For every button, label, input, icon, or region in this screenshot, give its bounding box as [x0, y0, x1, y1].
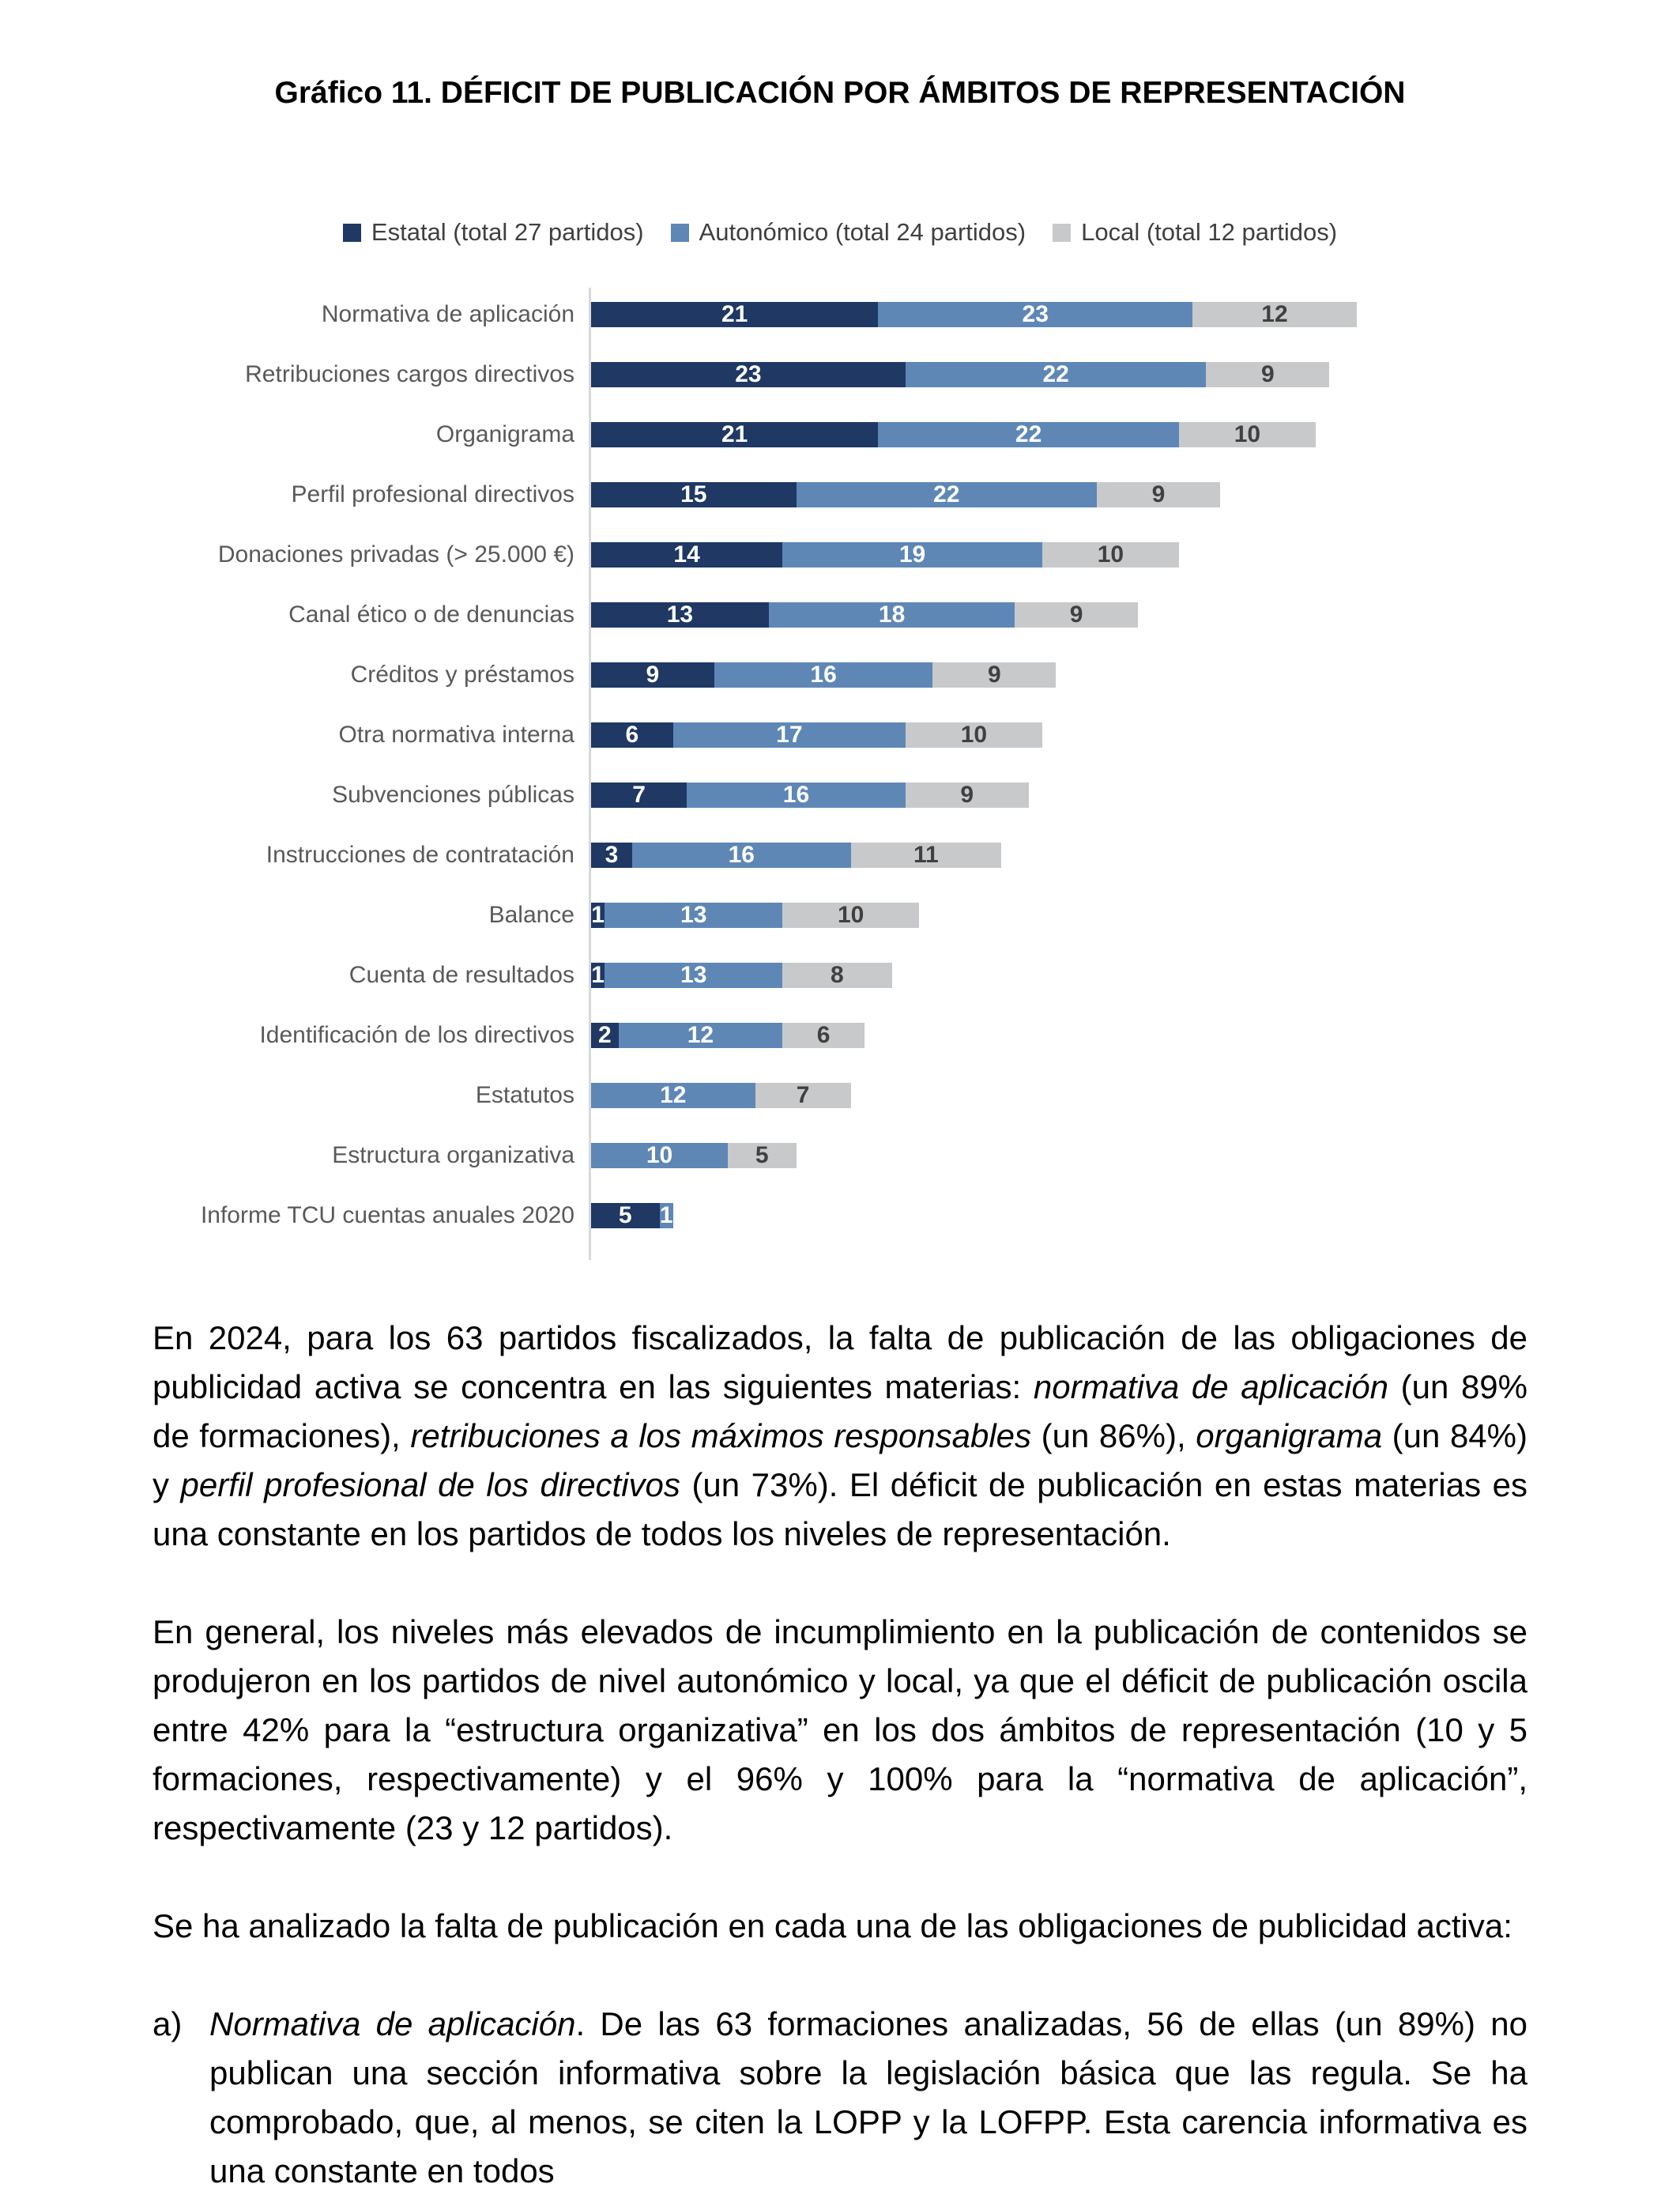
bar-segment-local — [906, 722, 1042, 748]
legend-item — [1053, 218, 1337, 247]
bar-segment-local — [782, 1023, 864, 1048]
chart-row — [130, 645, 1490, 705]
bar-value-label: 5 — [618, 1202, 632, 1228]
bar-segment-local — [1179, 422, 1316, 447]
bar-segment-estatal — [591, 482, 797, 507]
legend-label: Local (total 12 partidos) — [1081, 218, 1338, 246]
bar-segment-autonomico — [591, 1083, 755, 1108]
text-segment: (un 86%), — [1031, 1417, 1196, 1454]
bar-track — [591, 782, 1029, 808]
text-segment: (un 84%) y — [153, 1417, 1527, 1503]
bar-segment-autonomico — [714, 662, 933, 688]
bar-segment-autonomico — [769, 602, 1015, 628]
bar-segment-autonomico — [605, 963, 782, 988]
bar-value-label: 10 — [646, 1142, 673, 1168]
bar-segment-estatal — [591, 1203, 660, 1228]
category-label: Créditos y préstamos — [350, 662, 574, 688]
bar-segment-estatal — [591, 422, 878, 447]
bar-value-label: 23 — [735, 361, 762, 387]
bar-track — [591, 963, 892, 988]
bar-value-label: 22 — [1015, 421, 1042, 447]
bar-segment-estatal — [591, 843, 632, 868]
bar-value-label: 18 — [878, 601, 906, 628]
bar-value-label: 13 — [680, 902, 707, 928]
bar-value-label: 13 — [666, 601, 694, 628]
bar-segment-local — [1015, 602, 1138, 628]
bar-value-label: 10 — [960, 722, 988, 748]
bar-segment-estatal — [591, 782, 687, 808]
chart-title: Gráfico 11. DÉFICIT DE PUBLICACIÓN POR ÁMBITOS DE REPRESENTACIÓN — [274, 76, 1406, 110]
bar-value-label: 7 — [632, 782, 646, 808]
bar-segment-estatal — [591, 602, 769, 628]
bar-track — [591, 362, 1329, 387]
chart-row — [130, 705, 1490, 765]
category-label: Estatutos — [475, 1082, 574, 1108]
chart-row — [130, 405, 1490, 465]
bar-value-label: 14 — [673, 541, 700, 568]
category-label: Instrucciones de contratación — [266, 842, 574, 868]
text-segment: . De las 63 formaciones analizadas, 56 de ellas (un 89%) no publican una sección informativa sobre la legislación básica que las regula. Se ha comprobado, que, al menos, se citen la LOPP y la LOFPP. Esta carencia informativa es una constante en todos — [209, 2005, 1527, 2189]
legend-label: Autonómico (total 24 partidos) — [699, 218, 1026, 246]
bar-segment-estatal — [591, 903, 605, 928]
text-segment: Normativa de aplicación — [209, 2005, 576, 2042]
bar-value-label: 16 — [728, 842, 755, 868]
chart-row — [130, 1065, 1490, 1126]
bar-track — [591, 662, 1056, 688]
bar-value-label: 21 — [721, 421, 748, 447]
bar-segment-autonomico — [797, 482, 1098, 507]
bar-value-label: 3 — [605, 842, 619, 868]
bar-track — [591, 843, 1001, 868]
bar-segment-autonomico — [673, 722, 906, 748]
bar-value-label: 6 — [816, 1022, 831, 1048]
paragraph — [153, 1902, 1527, 1951]
bar-segment-autonomico — [619, 1023, 783, 1048]
bar-segment-local — [851, 843, 1001, 868]
bar-segment-autonomico — [687, 782, 906, 808]
chart-row — [130, 585, 1490, 645]
chart-row — [130, 465, 1490, 525]
list-marker: a) — [153, 2005, 183, 2042]
bar-value-label: 12 — [660, 1082, 687, 1108]
text-segment: Se ha analizado la falta de publicación en cada una de las obligaciones de publicidad activa: — [153, 1907, 1512, 1944]
bar-value-label: 9 — [987, 662, 1001, 688]
bar-track — [591, 482, 1220, 507]
category-label: Estructura organizativa — [332, 1142, 574, 1168]
bar-value-label: 8 — [831, 962, 844, 988]
bar-track — [591, 1143, 797, 1168]
text-segment: normativa de aplicación — [1033, 1368, 1389, 1405]
bar-value-label: 2 — [597, 1022, 612, 1048]
category-label: Organigrama — [435, 421, 574, 447]
bar-value-label: 9 — [1260, 361, 1275, 387]
bar-track — [591, 1203, 673, 1228]
bar-value-label: 11 — [913, 842, 939, 868]
bar-segment-autonomico — [782, 542, 1042, 568]
bar-value-label: 1 — [659, 1202, 673, 1228]
bar-value-label: 16 — [810, 662, 837, 688]
bar-value-label: 6 — [625, 722, 639, 748]
bar-value-label: 21 — [721, 301, 748, 327]
bar-segment-local — [1097, 482, 1220, 507]
category-label: Cuenta de resultados — [348, 962, 574, 988]
text-segment: En 2024, para los 63 partidos fiscalizados, la falta de publicación de las obligaciones de publicidad activa se concentra en las siguientes materias: — [153, 1319, 1527, 1405]
body-text — [153, 1314, 1527, 2191]
category-label: Otra normativa interna — [338, 722, 574, 748]
bar-value-label: 9 — [1151, 481, 1166, 507]
bar-value-label: 10 — [1234, 421, 1261, 447]
chart-row — [130, 285, 1490, 345]
bar-value-label: 16 — [782, 782, 810, 808]
bar-segment-estatal — [591, 662, 714, 688]
bar-value-label: 22 — [933, 481, 960, 507]
chart-row — [130, 1005, 1490, 1065]
bar-segment-local — [755, 1083, 851, 1108]
bar-track — [591, 1023, 864, 1048]
text-segment: perfil profesional de los directivos — [180, 1466, 680, 1503]
bar-segment-estatal — [591, 963, 605, 988]
legend-swatch-icon — [1053, 224, 1071, 242]
category-label: Donaciones privadas (> 25.000 €) — [217, 541, 574, 568]
bar-value-label: 9 — [960, 782, 974, 808]
bar-segment-autonomico — [878, 422, 1179, 447]
bar-value-label: 1 — [591, 902, 605, 928]
bar-value-label: 10 — [838, 902, 864, 928]
bar-value-label: 22 — [1042, 361, 1069, 387]
text-segment: retribuciones a los máximos responsables — [410, 1417, 1032, 1454]
bar-track — [591, 302, 1357, 327]
bar-value-label: 7 — [796, 1082, 810, 1108]
category-label: Canal ético o de denuncias — [288, 601, 574, 628]
legend-item — [671, 218, 1026, 247]
bar-value-label: 1 — [591, 962, 605, 988]
list-item — [153, 2000, 1527, 2191]
bar-segment-autonomico — [660, 1203, 673, 1228]
bar-value-label: 5 — [755, 1142, 769, 1168]
bar-value-label: 15 — [680, 481, 707, 507]
bar-value-label: 9 — [646, 662, 660, 688]
bar-segment-autonomico — [591, 1143, 728, 1168]
bar-track — [591, 1083, 851, 1108]
chart-row — [130, 945, 1490, 1005]
bar-segment-autonomico — [632, 843, 851, 868]
bar-segment-autonomico — [878, 302, 1192, 327]
bar-segment-estatal — [591, 1023, 619, 1048]
bar-segment-estatal — [591, 302, 878, 327]
bar-segment-local — [906, 782, 1029, 808]
chart-row — [130, 1126, 1490, 1186]
legend-swatch-icon — [671, 224, 689, 242]
bar-track — [591, 602, 1138, 628]
bar-segment-autonomico — [605, 903, 782, 928]
bar-value-label: 9 — [1069, 601, 1083, 628]
text-segment: (un 89% de formaciones), — [153, 1368, 1528, 1454]
bar-segment-local — [932, 662, 1056, 688]
bar-value-label: 12 — [687, 1022, 714, 1048]
bar-segment-local — [728, 1143, 797, 1168]
bar-track — [591, 903, 919, 928]
bar-segment-estatal — [591, 722, 673, 748]
bar-track — [591, 542, 1179, 568]
bar-value-label: 12 — [1261, 301, 1288, 327]
category-label: Retribuciones cargos directivos — [245, 361, 574, 387]
text-segment: En general, los niveles más elevados de incumplimiento en la publicación de contenidos se produjeron en los partidos de nivel autonómico y local, ya que el déficit de publicación oscila entre 42% para la “estructura organizativa” en los dos ámbitos de representación (10 y 5 formaciones, respectivamente) y el 96% y 100% para la “normativa de aplicación”, respectivamente (23 y 12 partidos). — [153, 1613, 1527, 1846]
chart-row — [130, 345, 1490, 405]
bar-segment-local — [782, 963, 891, 988]
text-segment: organigrama — [1196, 1417, 1383, 1454]
bar-value-label: 10 — [1097, 541, 1124, 568]
chart-legend — [0, 218, 1680, 247]
bar-value-label: 19 — [898, 541, 926, 568]
category-label: Normativa de aplicación — [321, 301, 574, 327]
stacked-bar-chart — [130, 285, 1490, 1246]
bar-segment-local — [782, 903, 919, 928]
chart-row — [130, 825, 1490, 885]
category-label: Informe TCU cuentas anuales 2020 — [200, 1202, 574, 1228]
bar-segment-local — [1206, 362, 1329, 387]
legend-swatch-icon — [343, 224, 361, 242]
category-label: Identificación de los directivos — [259, 1022, 574, 1048]
bar-segment-estatal — [591, 542, 782, 568]
text-segment: (un 73%). El déficit de publicación en estas materias es una constante en los partidos de todos los niveles de representación. — [153, 1466, 1527, 1552]
bar-value-label: 13 — [680, 962, 707, 988]
chart-row — [130, 885, 1490, 945]
bar-track — [591, 422, 1316, 447]
paragraph — [153, 1608, 1527, 1853]
chart-row — [130, 1186, 1490, 1246]
bar-segment-autonomico — [906, 362, 1207, 387]
bar-segment-local — [1192, 302, 1357, 327]
legend-label: Estatal (total 27 partidos) — [371, 218, 644, 246]
bar-track — [591, 722, 1042, 748]
bar-value-label: 23 — [1022, 301, 1049, 327]
category-label: Perfil profesional directivos — [291, 481, 574, 507]
bar-value-label: 17 — [776, 722, 803, 748]
paragraph — [153, 1314, 1527, 1559]
chart-row — [130, 765, 1490, 825]
category-label: Balance — [488, 902, 574, 928]
category-label: Subvenciones públicas — [332, 782, 574, 808]
chart-row — [130, 525, 1490, 585]
bar-segment-local — [1042, 542, 1179, 568]
legend-item — [343, 218, 644, 247]
bar-segment-estatal — [591, 362, 906, 387]
